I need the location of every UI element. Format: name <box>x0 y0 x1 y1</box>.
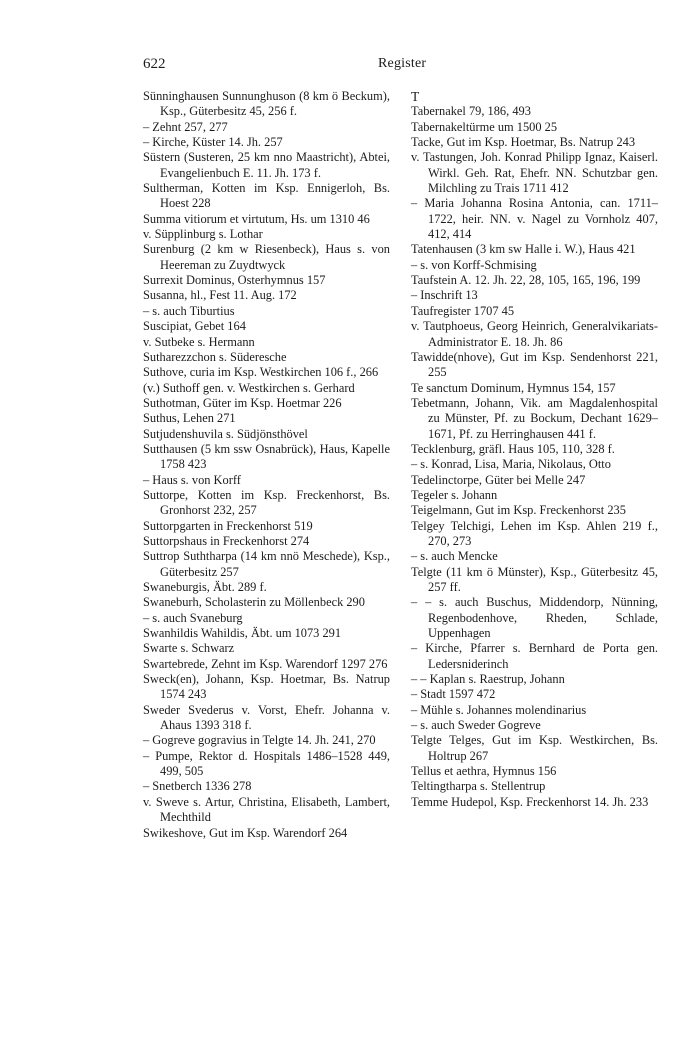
index-entry: Teltingtharpa s. Stellentrup <box>411 779 546 794</box>
index-entry: Swartebrede, Zehnt im Ksp. Warendorf 1297 276 <box>143 656 388 671</box>
index-entry: v. Sutbeke s. Hermann <box>143 334 255 349</box>
index-entry: Taufstein A. 12. Jh. 22, 28, 105, 165, 196, 199 <box>411 273 641 288</box>
index-entry: Tedelinctorpe, Güter bei Melle 247 <box>411 472 586 487</box>
index-entry: Swanhildis Wahildis, Äbt. um 1073 291 <box>143 626 342 641</box>
index-entry: Swaneburgis, Äbt. 289 f. <box>143 580 267 594</box>
index-entry: Taufregister 1707 45 <box>411 303 515 318</box>
index-entry: (v.) Suthoff gen. v. Westkirchen s. Gerhard <box>143 380 355 395</box>
index-entry: v. Tastungen, Joh. Konrad Philipp Ignaz, Kaiserl. Wirkl. Geh. Rat, Ehefr. NN. Schutzbar gen. Milchling zu Trais 1711 412 <box>411 150 658 196</box>
index-entry: – s. auch Svaneburg <box>143 610 243 625</box>
index-entry: Telgte (11 km ö Münster), Ksp., Güterbesitz 45, 257 ff. <box>411 564 658 594</box>
section-letter: T <box>411 89 420 104</box>
index-entry: Tatenhausen (3 km sw Halle i. W.), Haus 421 <box>411 242 636 257</box>
index-entry: Swikeshove, Gut im Ksp. Warendorf 264 <box>143 825 348 840</box>
index-entry: – Mühle s. Johannes molendinarius <box>411 702 587 717</box>
index-entry: Tecklenburg, gräfl. Haus 105, 110, 328 f. <box>411 441 615 456</box>
index-entry: – – s. auch Buschus, Middendorp, Nünning, Regenbodenhove, Rheden, Schlade, Uppenhagen <box>411 595 658 641</box>
index-entry: Tegeler s. Johann <box>411 487 498 502</box>
index-entry: Surenburg (2 km w Riesenbeck), Haus s. von Heereman zu Zuydtwyck <box>143 242 390 272</box>
index-entry: – Zehnt 257, 277 <box>143 119 228 134</box>
index-entry: – Gogreve gogravius in Telgte 14. Jh. 241, 270 <box>143 733 376 748</box>
index-entry: Sünninghausen Sunnunghuson (8 km ö Beckum), Ksp., Güterbesitz 45, 256 f. <box>143 89 390 119</box>
index-entry: v. Süpplinburg s. Lothar <box>143 227 263 242</box>
index-entry: Tabernakeltürme um 1500 25 <box>411 119 558 134</box>
index-entry: – – Kaplan s. Raestrup, Johann <box>411 672 565 687</box>
index-entry: Tacke, Gut im Ksp. Hoetmar, Bs. Natrup 243 <box>411 135 636 150</box>
index-entry: – Stadt 1597 472 <box>411 687 496 702</box>
index-entry: Swarte s. Schwarz <box>143 641 235 656</box>
index-entry: Sweck(en), Johann, Ksp. Hoetmar, Bs. Natrup 1574 243 <box>143 672 390 702</box>
page-number: 622 <box>143 56 166 72</box>
index-entry: – Pumpe, Rektor d. Hospitals 1486–1528 449, 499, 505 <box>143 748 390 779</box>
index-entry: Summa vitiorum et virtutum, Hs. um 1310 46 <box>143 211 370 226</box>
index-entry: – Haus s. von Korff <box>143 472 241 487</box>
index-entry: Telgey Telchigi, Lehen im Ksp. Ahlen 219 f., 270, 273 <box>411 518 658 548</box>
index-entry: – Inschrift 13 <box>411 288 478 303</box>
index-entry: – s. Konrad, Lisa, Maria, Nikolaus, Otto <box>411 457 611 472</box>
index-entry: – Snetberch 1336 278 <box>143 779 252 794</box>
index-entry: – Kirche, Küster 14. Jh. 257 <box>143 135 283 150</box>
index-entry: Suthus, Lehen 271 <box>143 411 236 426</box>
index-entry: Suttorpgarten in Freckenhorst 519 <box>143 518 313 533</box>
index-entry: Telgte Telges, Gut im Ksp. Westkirchen, Bs. Holtrup 267 <box>411 733 658 763</box>
index-entry: – s. auch Mencke <box>411 549 498 564</box>
index-entry: Suttrop Suththarpa (14 km nnö Meschede), Ksp., Güterbesitz 257 <box>143 549 390 579</box>
index-entry: Susanna, hl., Fest 11. Aug. 172 <box>143 288 297 303</box>
index-entry: Tebetmann, Johann, Vik. am Magdalenhospital zu Münster, Pf. zu Bockum, Dechant 1629–1671, Pf. zu Herringhausen 441 f. <box>411 395 658 441</box>
index-entry: – s. auch Sweder Gogreve <box>411 718 541 733</box>
index-entry: Tellus et aethra, Hymnus 156 <box>411 764 557 779</box>
index-entry: Swaneburh, Scholasterin zu Möllenbeck 290 <box>143 595 365 610</box>
index-entry: Sweder Svederus v. Vorst, Ehefr. Johanna v. Ahaus 1393 318 f. <box>143 702 390 733</box>
index-entry: – Maria Johanna Rosina Antonia, can. 1711–1722, heir. NN. v. Nagel zu Vornholz 407, 412, 414 <box>411 196 658 242</box>
index-entry: Suttorpshaus in Freckenhorst 274 <box>143 533 310 548</box>
index-entry: Tabernakel 79, 186, 493 <box>411 104 531 119</box>
left-column <box>143 89 390 841</box>
index-entry: Temme Hudepol, Ksp. Freckenhorst 14. Jh. 233 <box>411 794 649 809</box>
right-column <box>411 89 658 810</box>
index-entry: – Kirche, Pfarrer s. Bernhard de Porta gen. Ledersniderinch <box>411 641 658 671</box>
index-entry: Suttorpe, Kotten im Ksp. Freckenhorst, Bs. Gronhorst 232, 257 <box>143 487 390 518</box>
index-entry: – s. auch Tiburtius <box>143 303 235 318</box>
index-entry: Süstern (Susteren, 25 km nno Maastricht), Abtei, Evangelienbuch E. 11. Jh. 173 f. <box>143 150 390 180</box>
index-entry: Te sanctum Dominum, Hymnus 154, 157 <box>411 380 616 395</box>
index-entry: Suthove, curia im Ksp. Westkirchen 106 f., 266 <box>143 365 379 380</box>
index-entry: v. Sweve s. Artur, Christina, Elisabeth, Lambert, Mechthild <box>143 794 390 825</box>
index-entry: Surrexit Dominus, Osterhymnus 157 <box>143 273 326 288</box>
index-entry: Teigelmann, Gut im Ksp. Freckenhorst 235 <box>411 503 626 518</box>
running-title: Register <box>378 56 427 71</box>
index-entry: Suscipiat, Gebet 164 <box>143 319 246 334</box>
index-entry: Tawidde(nhove), Gut im Ksp. Sendenhorst 221, 255 <box>411 349 658 380</box>
index-entry: Sutharezzchon s. Süderesche <box>143 349 287 364</box>
index-entry: Suthotman, Güter im Ksp. Hoetmar 226 <box>143 395 342 410</box>
index-entry: Sultherman, Kotten im Ksp. Ennigerloh, Bs. Hoest 228 <box>143 181 390 211</box>
index-entry: v. Tautphoeus, Georg Heinrich, Generalvikariats-Administrator E. 18. Jh. 86 <box>411 319 658 349</box>
index-entry: – s. von Korff-Schmising <box>411 257 537 272</box>
index-entry: Sutthausen (5 km ssw Osnabrück), Haus, Kapelle 1758 423 <box>143 441 390 472</box>
index-entry: Sutjudenshuvila s. Südjönsthövel <box>143 426 308 441</box>
